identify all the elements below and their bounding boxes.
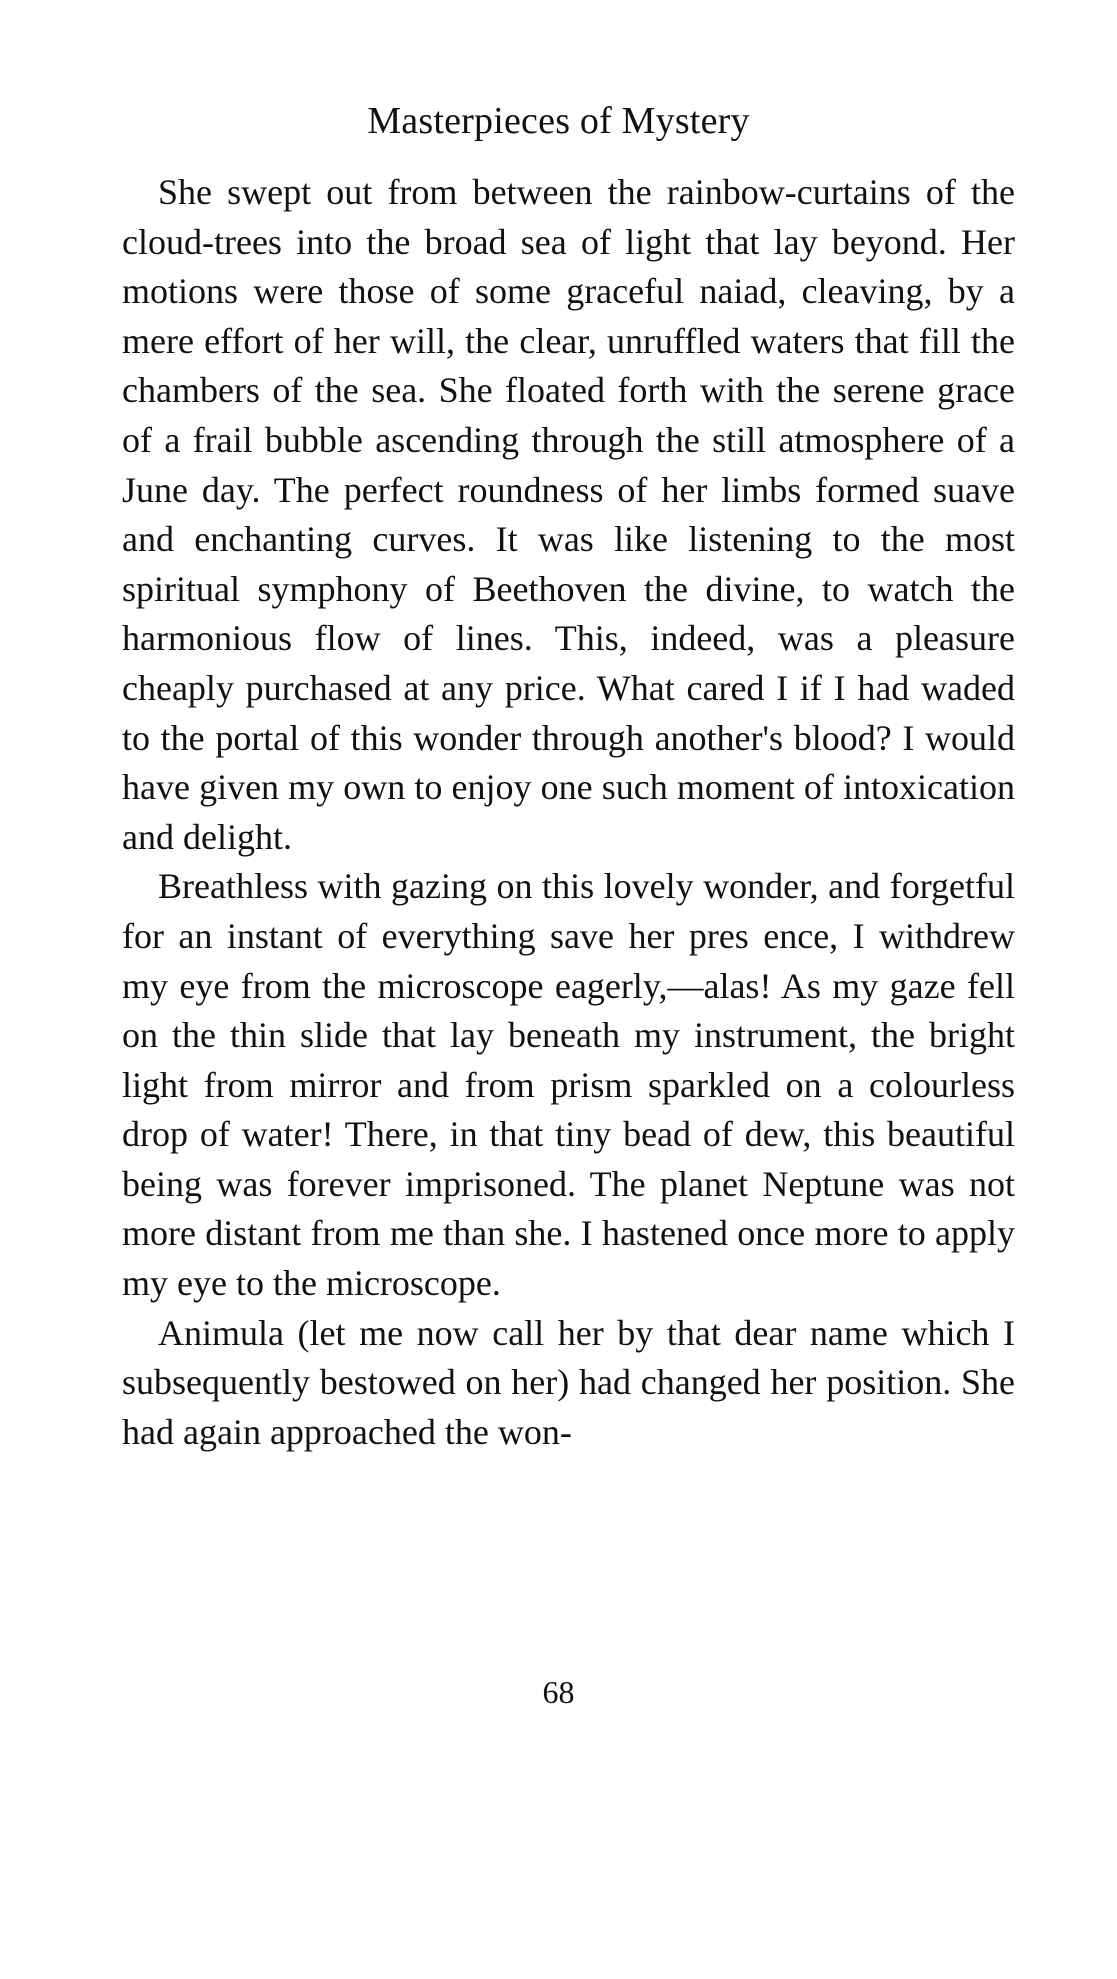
running-title: Masterpieces of Mystery xyxy=(367,100,750,142)
page-number: 68 xyxy=(542,1674,575,1710)
paragraph-1: She swept out from between the rainbow-curtains of the cloud-trees into the broad sea of light that lay beyond. Her motions were those of some graceful naiad, cleaving, by a mere effort of her will, the clear, unruffled waters that fill the chambers of the sea. She floated forth with the serene grace of a frail bubble ascending through the still atmosphere of a June day. The perfect roundness of her limbs formed suave and enchanting curves. It was like listening to the most spiritual symphony of Beethoven the divine, to watch the harmonious flow of lines. This, indeed, was a pleasure cheaply purchased at any price. What cared I if I had waded to the portal of this wonder through another's blood? I would have given my own to enjoy one such moment of intoxication and delight. xyxy=(122,172,1015,857)
paragraph-3: Animula (let me now call her by that dear name which I subsequently bestowed on her) had changed her position. She had again approached the won- xyxy=(122,1312,1015,1452)
body-text xyxy=(122,168,1015,1457)
paragraph-2: Breathless with gazing on this lovely wonder, and forgetful for an instant of everything save her pres ence, I withdrew my eye from the microscope eagerly,—alas! As my gaze fell on the thin slide that lay beneath my instrument, the bright light from mirror and from prism sparkled on a colourless drop of water! There, in that tiny bead of dew, this beautiful being was forever imprisoned. The planet Neptune was not more distant from me than she. I hastened once more to apply my eye to the microscope. xyxy=(122,866,1015,1304)
